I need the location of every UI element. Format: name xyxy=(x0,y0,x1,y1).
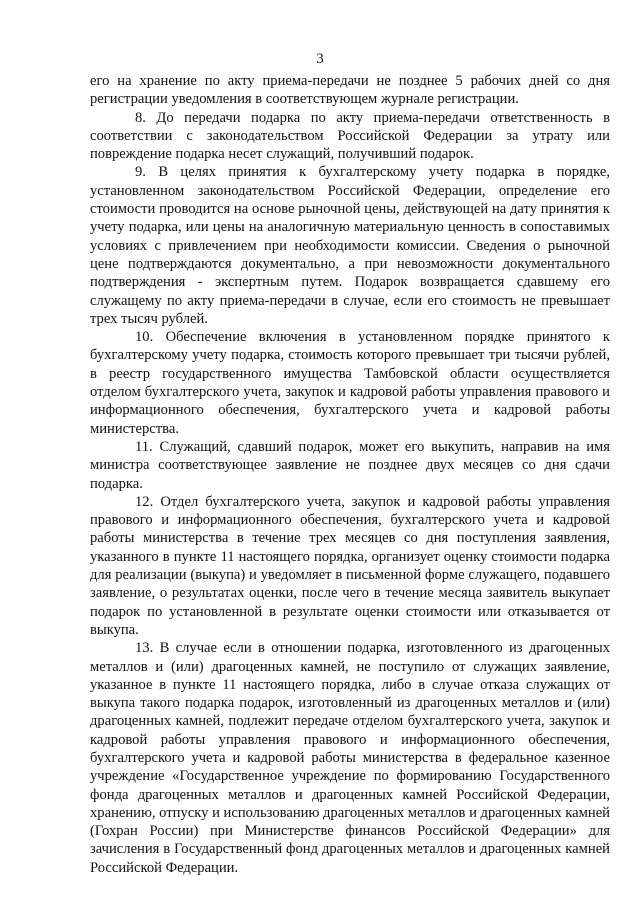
paragraph-12: 12. Отдел бухгалтерского учета, закупок и кадровой работы управления правового и информационного обеспечения, бухгалтерского учета и кадровой работы министерства в течение трех месяцев со дня поступления заявления, указанного в пункте 11 настоящего порядка, организует оценку стоимости подарка для реализации (выкупа) и уведомляет в письменной форме служащего, подавшего заявление, о результатах оценки, после чего в течение месяца заявитель выкупает подарок по установленной в результате оценки стоимости или отказывается от выкупа. xyxy=(90,493,610,638)
paragraph-10: 10. Обеспечение включения в установленном порядке принятого к бухгалтерскому учету подарка, стоимость которого превышает три тысячи рублей, в реестр государственного имущества Тамбовской области осуществляется отделом бухгалтерского учета, закупок и кадровой работы управления правового и информационного обеспечения, бухгалтерского учета и кадровой работы министерства. xyxy=(90,329,610,437)
page-number: 3 xyxy=(316,51,324,67)
paragraph-11: 11. Служащий, сдавший подарок, может его выкупить, направив на имя министра соответствующее заявление не позднее двух месяцев со дня сдачи подарка. xyxy=(90,438,610,492)
paragraph-continuation: его на хранение по акту приема-передачи не позднее 5 рабочих дней со дня регистрации уведомления в соответствующем журнале регистрации. xyxy=(90,73,610,108)
paragraph-13: 13. В случае если в отношении подарка, изготовленного из драгоценных металлов и (или) драгоценных камней, не поступило от служащих заявление, указанное в пункте 11 настоящего порядка, либо в случае отказа служащих от выкупа такого подарка подарок, изготовленный из драгоценных металлов и (или) драгоценных камней, подлежит передаче отделом бухгалтерского учета, закупок и кадровой работы управления правового и информационного обеспечения, бухгалтерского учета и кадровой работы министерства в федеральное казенное учреждение «Государственное учреждение по формированию Государственного фонда драгоценных металлов и драгоценных камней Российской Федерации, хранению, отпуску и использованию драгоценных металлов и драгоценных камней (Гохран России) при Министерстве финансов Российской Федерации» для зачисления в Государственный фонд драгоценных металлов и драгоценных камней Российской Федерации. xyxy=(90,640,610,876)
paragraph-8: 8. До передачи подарка по акту приема-передачи ответственность в соответствии с законодательством Российской Федерации за утрату или повреждение подарка несет служащий, получивший подарок. xyxy=(90,109,610,163)
document-body xyxy=(90,72,610,877)
paragraph-9: 9. В целях принятия к бухгалтерскому учету подарка в порядке, установленном законодательством Российской Федерации, определение его стоимости проводится на основе рыночной цены, действующей на дату принятия к учету подарка, или цены на аналогичную материальную ценность в сопоставимых условиях с привлечением при необходимости комиссии. Сведения о рыночной цене подтверждаются документально, а при невозможности документального подтверждения - экспертным путем. Подарок возвращается сдавшему его служащему по акту приема-передачи в случае, если его стоимость не превышает трех тысяч рублей. xyxy=(90,164,610,327)
